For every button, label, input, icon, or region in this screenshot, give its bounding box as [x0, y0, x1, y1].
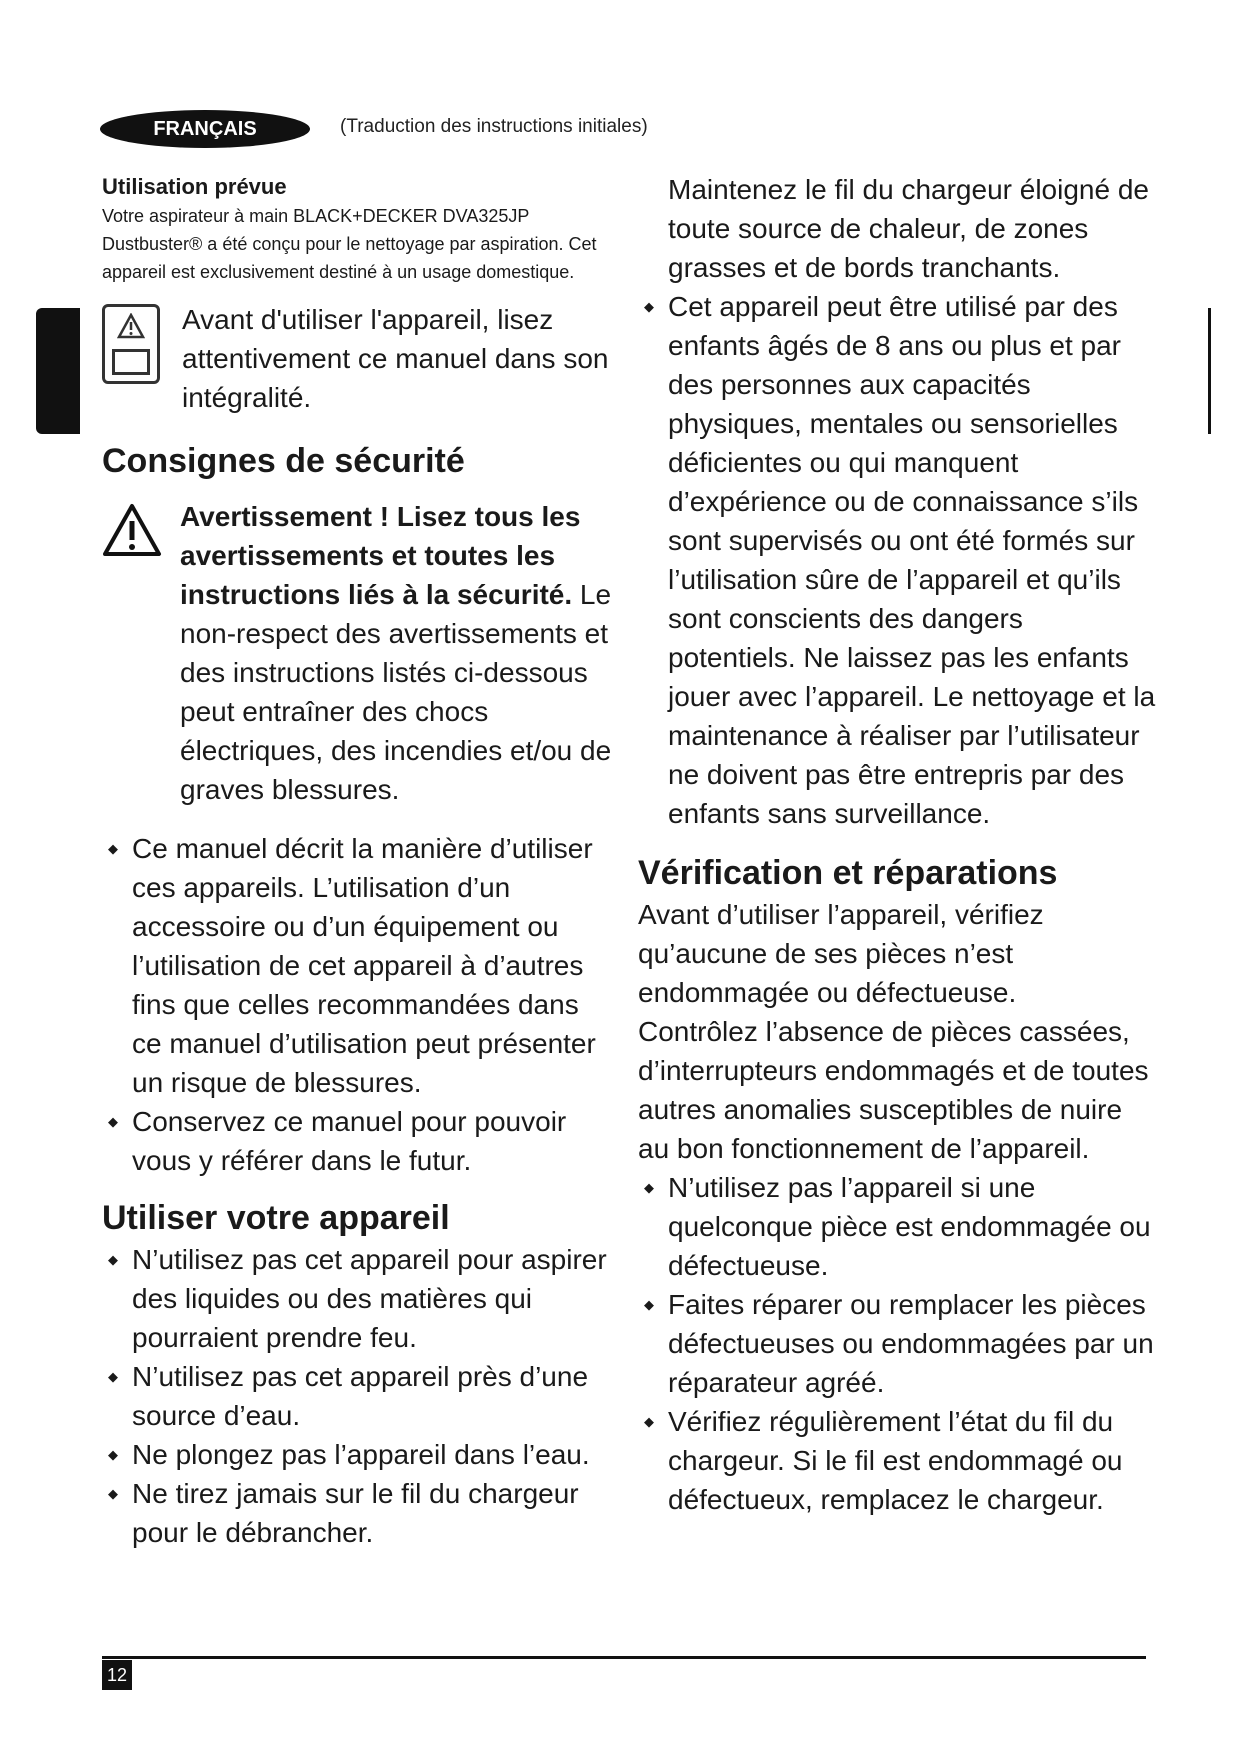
list-item: ◆ N’utilisez pas cet appareil pour aspirer des liquides ou des matières qui pourraient prendre feu.: [102, 1240, 612, 1357]
read-manual-text: Avant d'utiliser l'appareil, lisez attentivement ce manuel dans son intégralité.: [182, 304, 609, 413]
inspection-bullets: [638, 1168, 1158, 1519]
warning-bold-text: Avertissement ! Lisez tous les avertissements et toutes les instructions liés à la sécurité.: [180, 501, 581, 610]
inspection-para-1: Avant d’utiliser l’appareil, vérifiez qu’aucune de ses pièces n’est endommagée ou défectueuse.: [638, 899, 1044, 1008]
info-book-icon: [112, 349, 150, 375]
safety-bullets: [102, 829, 612, 1180]
section-tab-marker: [36, 308, 80, 434]
translation-note: (Traduction des instructions initiales): [340, 116, 648, 137]
list-item: ◆ Conservez ce manuel pour pouvoir vous y référer dans le futur.: [102, 1102, 612, 1180]
margin-rule: [1208, 308, 1211, 434]
list-item: ◆ Ne tirez jamais sur le fil du chargeur pour le débrancher.: [102, 1474, 612, 1552]
continued-bullet-text: Maintenez le fil du chargeur éloigné de toute source de chaleur, de zones grasses et de bords tranchants.: [668, 174, 1149, 283]
inspection-title: Vérification et réparations: [638, 854, 1058, 892]
safety-warning: [102, 497, 612, 809]
warning-icon: [102, 503, 162, 557]
read-manual-notice: [102, 300, 612, 417]
read-manual-icon: [102, 304, 160, 384]
list-item: ◆ Cet appareil peut être utilisé par des enfants âgés de 8 ans ou plus et par des personnes aux capacités physiques, mentales ou sensorielles déficientes ou qui manquent d’expérience ou de connaissance s’ils sont supervisés ou ont été formés sur l’utilisation sûre de l’appareil et qu’ils sont conscients des dangers potentiels. Ne laissez pas les enfants jouer avec l’appareil. Le nettoyage et la maintenance à réaliser par l’utilisateur ne doivent pas être entrepris par des enfants sans surveillance.: [638, 287, 1158, 833]
right-column: [638, 170, 1158, 1519]
list-item: ◆ N’utilisez pas cet appareil près d’une source d’eau.: [102, 1357, 612, 1435]
using-title: Utiliser votre appareil: [102, 1199, 450, 1237]
left-column: [102, 170, 612, 1552]
language-badge: FRANÇAIS: [100, 110, 310, 148]
list-item: ◆ Ne plongez pas l’appareil dans l’eau.: [102, 1435, 612, 1474]
warning-rest-text: Le non-respect des avertissements et des instructions listés ci-dessous peut entraîner des chocs électriques, des incendies et/ou de graves blessures.: [180, 579, 612, 805]
warning-triangle-icon: [117, 313, 145, 339]
list-item: ◆ Vérifiez régulièrement l’état du fil du chargeur. Si le fil est endommagé ou défectueux, remplacez le chargeur.: [638, 1402, 1158, 1519]
list-item: ◆ N’utilisez pas l’appareil si une quelconque pièce est endommagée ou défectueuse.: [638, 1168, 1158, 1285]
inspection-para-2: Contrôlez l’absence de pièces cassées, d’interrupteurs endommagés et de toutes autres anomalies susceptibles de nuire au bon fonctionnement de l’appareil.: [638, 1016, 1149, 1164]
children-bullets: [638, 287, 1158, 833]
list-item: ◆ Ce manuel décrit la manière d’utiliser ces appareils. L’utilisation d’un accessoire ou d’un équipement ou l’utilisation de cet appareil à d’autres fins que celles recommandées dans ce manuel d’utilisation peut présenter un risque de blessures.: [102, 829, 612, 1102]
intended-use-text: Votre aspirateur à main BLACK+DECKER DVA325JP Dustbuster® a été conçu pour le nettoyage par aspiration. Cet appareil est exclusivement destiné à un usage domestique.: [102, 206, 597, 282]
using-bullets: [102, 1240, 612, 1552]
intended-use-title: Utilisation prévue: [102, 174, 287, 199]
warning-text: [180, 497, 612, 809]
footer-rule: [102, 1656, 1146, 1659]
page-number: 12: [102, 1660, 132, 1690]
safety-title: Consignes de sécurité: [102, 442, 465, 480]
list-item: ◆ Faites réparer ou remplacer les pièces défectueuses ou endommagées par un réparateur agréé.: [638, 1285, 1158, 1402]
